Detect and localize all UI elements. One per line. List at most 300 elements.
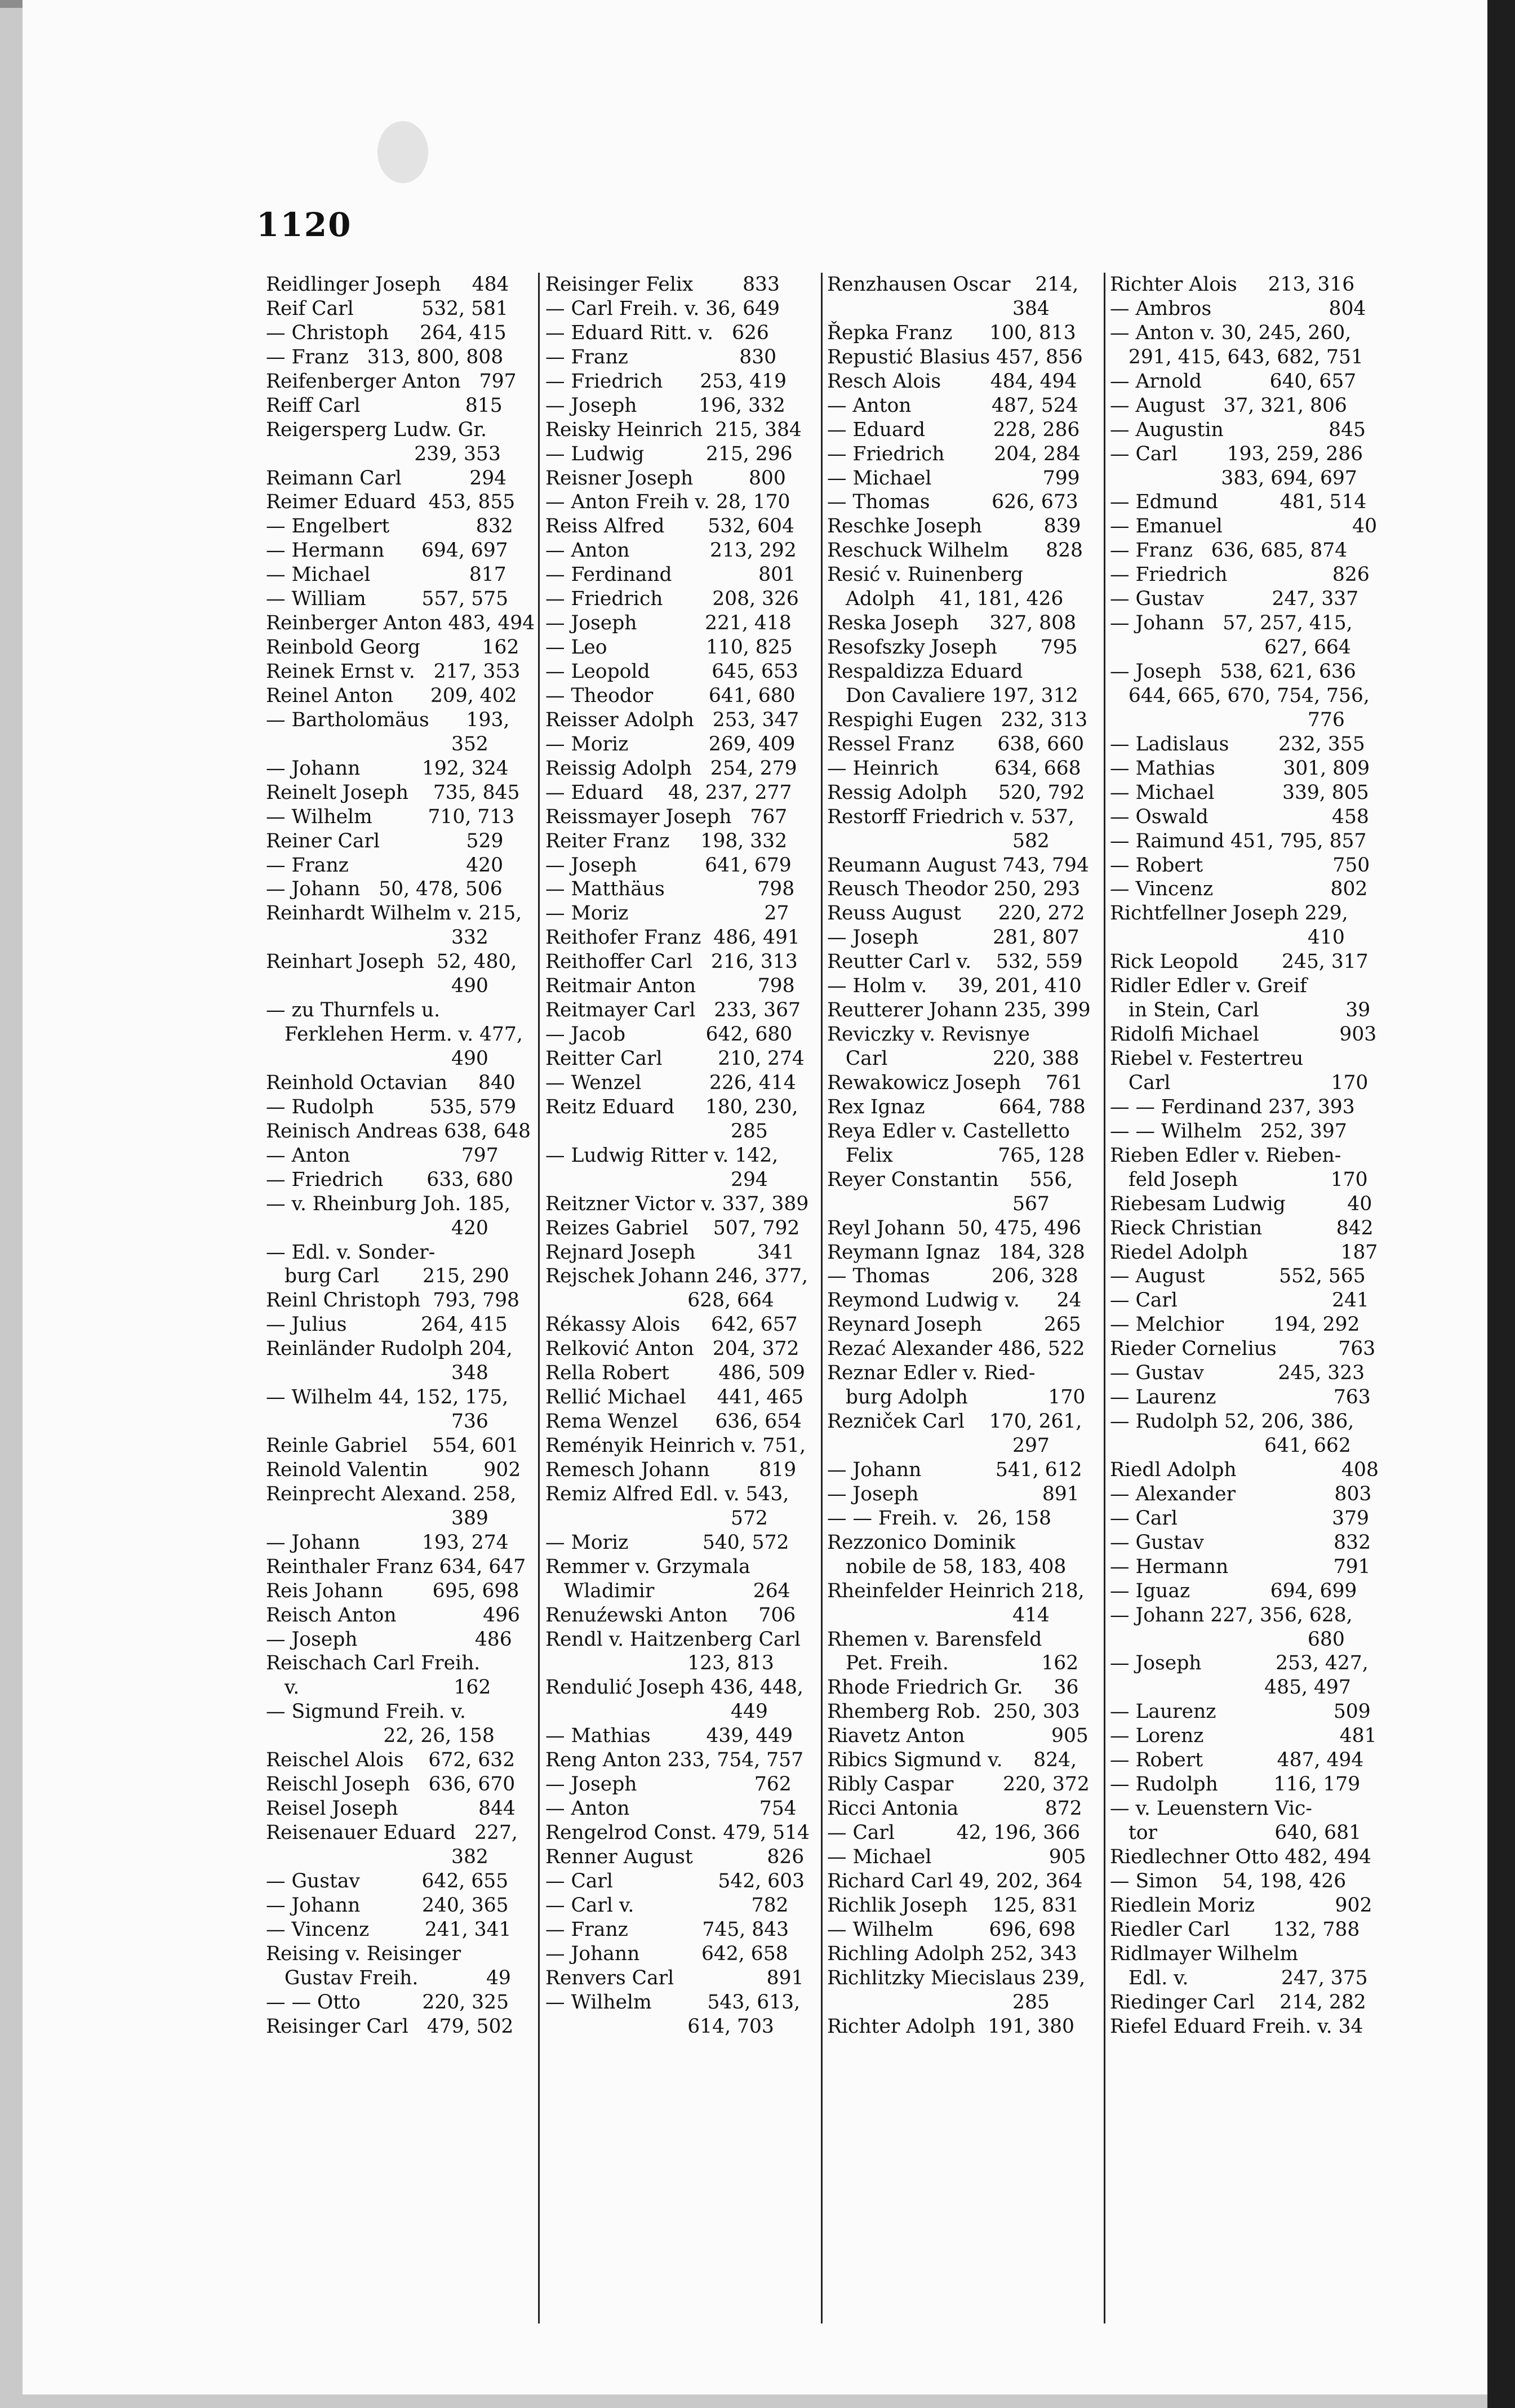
index-entry-line: — Oswald 458 bbox=[1110, 805, 1369, 828]
index-entry-line: Rejschek Johann 246, 377, bbox=[545, 1265, 808, 1288]
index-entry-line: 410 bbox=[1110, 926, 1345, 949]
index-entry-line: Rella Robert 486, 509 bbox=[545, 1362, 805, 1385]
index-entry-line: Resch Alois 484, 494 bbox=[827, 370, 1077, 393]
index-entry-line: Ferklehen Herm. v. 477, bbox=[266, 1023, 523, 1046]
index-entry-line: Renvers Carl 891 bbox=[545, 1966, 804, 1989]
index-entry-line: — Michael 905 bbox=[827, 1845, 1086, 1868]
index-entry-line: — Wenzel 226, 414 bbox=[545, 1071, 796, 1094]
index-entry-line: Reidlinger Joseph 484 bbox=[266, 273, 509, 296]
index-entry-line: Reyer Constantin 556, bbox=[827, 1168, 1073, 1191]
index-entry-line: — Joseph 762 bbox=[545, 1773, 792, 1796]
index-entry-line: Reising v. Reisinger bbox=[266, 1942, 461, 1965]
index-entry-line: Rendl v. Haitzenberg Carl bbox=[545, 1628, 801, 1651]
index-entry-line: Reifenberger Anton 797 bbox=[266, 370, 517, 393]
index-entry-line: — Carl 241 bbox=[1110, 1289, 1369, 1312]
index-entry-line: Reinelt Joseph 735, 845 bbox=[266, 781, 520, 804]
index-entry-line: — Anton 487, 524 bbox=[827, 394, 1078, 417]
index-entry-line: 384 bbox=[827, 297, 1050, 320]
index-entry-line: 680 bbox=[1110, 1628, 1345, 1651]
scan-right-edge bbox=[1487, 0, 1515, 2408]
index-entry-line: — Johann 541, 612 bbox=[827, 1458, 1082, 1481]
index-entry-line: — Franz 745, 843 bbox=[545, 1918, 789, 1941]
index-entry-line: Reinl Christoph 793, 798 bbox=[266, 1289, 519, 1312]
index-entry-line: — Engelbert 832 bbox=[266, 515, 513, 538]
index-entry-line: Rieben Edler v. Rieben- bbox=[1110, 1144, 1341, 1167]
index-entry-line: Richlik Joseph 125, 831 bbox=[827, 1894, 1079, 1917]
index-entry-line: — Rudolph 116, 179 bbox=[1110, 1773, 1361, 1796]
index-entry-line: — Gustav 245, 323 bbox=[1110, 1362, 1365, 1385]
index-entry-line: Renner August 826 bbox=[545, 1845, 805, 1868]
index-entry-line: Remmer v. Grzymala bbox=[545, 1555, 750, 1578]
index-entry-line: 239, 353 bbox=[266, 442, 501, 465]
index-entry-line: — Christoph 264, 415 bbox=[266, 321, 507, 344]
index-entry-line: Reinbold Georg 162 bbox=[266, 636, 519, 659]
index-entry-line: — Friedrich 253, 419 bbox=[545, 370, 787, 393]
index-entry-line: feld Joseph 170 bbox=[1110, 1168, 1368, 1191]
index-entry-line: — Carl Freih. v. 36, 649 bbox=[545, 297, 780, 320]
index-entry-line: Carl 170 bbox=[1110, 1071, 1369, 1094]
page-number: 1120 bbox=[256, 206, 352, 244]
index-entry-line: 614, 703 bbox=[545, 2015, 774, 2038]
index-entry-line: — Ferdinand 801 bbox=[545, 563, 796, 587]
index-entry-line: 22, 26, 158 bbox=[266, 1725, 495, 1748]
index-entry-line: — Joseph 196, 332 bbox=[545, 394, 785, 417]
index-entry-line: Riebel v. Festertreu bbox=[1110, 1047, 1304, 1070]
index-entry-line: — Franz 313, 800, 808 bbox=[266, 345, 504, 368]
index-entry-line: — Franz 420 bbox=[266, 854, 504, 877]
index-entry-line: Reymann Ignaz 184, 328 bbox=[827, 1241, 1085, 1264]
index-entry-line: — Carl 42, 196, 366 bbox=[827, 1821, 1081, 1844]
index-entry-line: Reischel Alois 672, 632 bbox=[266, 1749, 516, 1772]
index-entry-line: — Arnold 640, 657 bbox=[1110, 370, 1357, 393]
index-entry-line: Reschuck Wilhelm 828 bbox=[827, 539, 1083, 562]
index-entry-line: Rex Ignaz 664, 788 bbox=[827, 1095, 1086, 1118]
index-entry-line: Rezzonico Dominik bbox=[827, 1531, 1016, 1554]
index-entry-line: Rengelrod Const. 479, 514 bbox=[545, 1821, 810, 1844]
index-entry-line: — Leo 110, 825 bbox=[545, 636, 793, 659]
index-entry-line: — Joseph 486 bbox=[266, 1628, 512, 1651]
index-entry-line: — Alexander 803 bbox=[1110, 1482, 1372, 1505]
index-entry-line: Richlitzky Miecislaus 239, bbox=[827, 1966, 1086, 1989]
index-entry-line: — Wilhelm 710, 713 bbox=[266, 805, 515, 828]
index-entry-line: Richling Adolph 252, 343 bbox=[827, 1942, 1077, 1965]
index-entry-line: Reitmayer Carl 233, 367 bbox=[545, 999, 801, 1022]
index-entry-line: 123, 813 bbox=[545, 1652, 774, 1675]
index-entry-line: — Rudolph 535, 579 bbox=[266, 1095, 517, 1118]
index-entry-line: — Vincenz 241, 341 bbox=[266, 1918, 512, 1941]
index-entry-line: Richter Alois 213, 316 bbox=[1110, 273, 1355, 296]
index-entry-line: 382 bbox=[266, 1845, 488, 1868]
index-entry-line: Riavetz Anton 905 bbox=[827, 1725, 1089, 1748]
index-entry-line: Reutterer Johann 235, 399 bbox=[827, 999, 1091, 1022]
index-entry-line: Riebesam Ludwig 40 bbox=[1110, 1192, 1372, 1215]
index-entry-line: Riedl Adolph 408 bbox=[1110, 1458, 1379, 1481]
index-entry-line: Reisel Joseph 844 bbox=[266, 1797, 516, 1820]
index-entry-line: — v. Leuenstern Vic- bbox=[1110, 1797, 1312, 1820]
index-entry-line: — Gustav 642, 655 bbox=[266, 1869, 509, 1892]
index-entry-line: Carl 220, 388 bbox=[827, 1047, 1079, 1070]
index-entry-line: Reisky Heinrich 215, 384 bbox=[545, 418, 802, 441]
index-entry-line: — Ambros 804 bbox=[1110, 297, 1366, 320]
index-entry-line: — Joseph 891 bbox=[827, 1482, 1079, 1505]
index-entry-line: — Eduard 48, 237, 277 bbox=[545, 781, 792, 804]
index-entry-line: Ricci Antonia 872 bbox=[827, 1797, 1082, 1820]
index-entry-line: 285 bbox=[827, 1991, 1050, 2014]
index-entry-line: Gustav Freih. 49 bbox=[266, 1966, 511, 1989]
index-entry-line: — v. Rheinburg Joh. 185, bbox=[266, 1192, 511, 1215]
index-entry-line: — Joseph 538, 621, 636 bbox=[1110, 660, 1356, 683]
index-entry-line: Reissmayer Joseph 767 bbox=[545, 805, 788, 828]
index-entry-line: Reiner Carl 529 bbox=[266, 829, 504, 852]
index-entry-line: Rezać Alexander 486, 522 bbox=[827, 1338, 1085, 1361]
index-entry-line: Rieder Cornelius 763 bbox=[1110, 1338, 1376, 1361]
index-entry-line: — Edmund 481, 514 bbox=[1110, 491, 1367, 514]
index-entry-line: — Laurenz 763 bbox=[1110, 1386, 1371, 1409]
index-entry-line: Rékassy Alois 642, 657 bbox=[545, 1313, 798, 1336]
index-entry-line: — Eduard 228, 286 bbox=[827, 418, 1080, 441]
index-entry-line: — Thomas 626, 673 bbox=[827, 491, 1078, 514]
index-entry-line: — Michael 817 bbox=[266, 563, 507, 587]
index-column-3 bbox=[827, 273, 1095, 2323]
paper-stain bbox=[377, 121, 428, 183]
index-entry-line: Felix 765, 128 bbox=[827, 1144, 1085, 1167]
index-entry-line: Rheinfelder Heinrich 218, bbox=[827, 1579, 1085, 1602]
index-entry-line: Reymond Ludwig v. 24 bbox=[827, 1289, 1082, 1312]
index-entry-line: — Friedrich 633, 680 bbox=[266, 1168, 513, 1191]
index-entry-line: Riedinger Carl 214, 282 bbox=[1110, 1991, 1366, 2014]
index-entry-line: Edl. v. 247, 375 bbox=[1110, 1966, 1368, 1989]
index-entry-line: 490 bbox=[266, 1047, 488, 1070]
index-entry-line: Reviczky v. Revisnye bbox=[827, 1023, 1030, 1046]
index-entry-line: Reinel Anton 209, 402 bbox=[266, 684, 517, 707]
index-entry-line: Reschke Joseph 839 bbox=[827, 515, 1081, 538]
index-entry-line: Reinhart Joseph 52, 480, bbox=[266, 950, 517, 974]
index-entry-line: 291, 415, 643, 682, 751 bbox=[1110, 345, 1363, 368]
index-entry-line: Richard Carl 49, 202, 364 bbox=[827, 1869, 1083, 1892]
index-entry-line: — — Ferdinand 237, 393 bbox=[1110, 1095, 1355, 1118]
index-entry-line: — Wilhelm 696, 698 bbox=[827, 1918, 1076, 1941]
index-entry-line: Rezniček Carl 170, 261, bbox=[827, 1410, 1082, 1433]
index-entry-line: Reissig Adolph 254, 279 bbox=[545, 757, 797, 780]
index-entry-line: Reynard Joseph 265 bbox=[827, 1313, 1081, 1336]
index-entry-line: — Johann 193, 274 bbox=[266, 1531, 509, 1554]
index-entry-line: — Johann 240, 365 bbox=[266, 1894, 509, 1917]
index-entry-line: 297 bbox=[827, 1434, 1050, 1457]
index-entry-line: — Carl 379 bbox=[1110, 1507, 1369, 1530]
index-entry-line: — August 37, 321, 806 bbox=[1110, 394, 1347, 417]
index-entry-line: Reinisch Andreas 638, 648 bbox=[266, 1119, 531, 1143]
index-entry-line: Rendulić Joseph 436, 448, bbox=[545, 1676, 803, 1699]
index-entry-line: Reya Edler v. Castelletto bbox=[827, 1119, 1070, 1143]
index-entry-line: — Hermann 694, 697 bbox=[266, 539, 508, 562]
index-entry-line: Reisser Adolph 253, 347 bbox=[545, 708, 799, 731]
index-entry-line: — — Wilhelm 252, 397 bbox=[1110, 1119, 1347, 1143]
index-entry-line: Riedlein Moriz 902 bbox=[1110, 1894, 1372, 1917]
index-entry-line: 776 bbox=[1110, 708, 1345, 731]
index-entry-line: Relković Anton 204, 372 bbox=[545, 1338, 799, 1361]
index-entry-line: Reznar Edler v. Ried- bbox=[827, 1362, 1036, 1385]
index-entry-line: Reiss Alfred 532, 604 bbox=[545, 515, 794, 538]
index-entry-line: Reisch Anton 496 bbox=[266, 1603, 521, 1627]
index-column-2 bbox=[545, 273, 810, 2323]
index-entry-line: 294 bbox=[545, 1168, 768, 1191]
index-entry-line: Reimer Eduard 453, 855 bbox=[266, 491, 516, 514]
index-entry-line: Reischach Carl Freih. bbox=[266, 1652, 481, 1675]
index-entry-line: burg Adolph 170 bbox=[827, 1386, 1086, 1409]
index-entry-line: Ribics Sigmund v. 824, bbox=[827, 1749, 1077, 1772]
index-entry-line: — Simon 54, 198, 426 bbox=[1110, 1869, 1347, 1892]
index-entry-line: 332 bbox=[266, 926, 488, 949]
index-entry-line: 572 bbox=[545, 1507, 768, 1530]
index-entry-line: Reisner Joseph 800 bbox=[545, 467, 786, 490]
index-entry-line: 485, 497 bbox=[1110, 1676, 1351, 1699]
index-entry-line: in Stein, Carl 39 bbox=[1110, 999, 1371, 1022]
index-entry-line: — Johann 192, 324 bbox=[266, 757, 509, 780]
index-entry-line: Reng Anton 233, 754, 757 bbox=[545, 1749, 804, 1772]
index-entry-line: — Robert 487, 494 bbox=[1110, 1749, 1364, 1772]
index-entry-line: — Vincenz 802 bbox=[1110, 878, 1368, 901]
index-entry-line: — Matthäus 798 bbox=[545, 878, 795, 901]
index-entry-line: — Lorenz 481 bbox=[1110, 1725, 1377, 1748]
index-entry-line: 490 bbox=[266, 975, 488, 998]
index-entry-line: Reigersperg Ludw. Gr. bbox=[266, 418, 487, 441]
index-entry-line: Respighi Eugen 232, 313 bbox=[827, 708, 1088, 731]
index-entry-line: — Holm v. 39, 201, 410 bbox=[827, 975, 1082, 998]
index-entry-line: 420 bbox=[266, 1216, 488, 1239]
index-entry-line: — Joseph 253, 427, bbox=[1110, 1652, 1369, 1675]
index-entry-line: — Iguaz 694, 699 bbox=[1110, 1579, 1357, 1602]
index-entry-line: — Mathias 439, 449 bbox=[545, 1725, 793, 1748]
index-entry-line: — Michael 799 bbox=[827, 467, 1080, 490]
index-entry-line: 352 bbox=[266, 732, 488, 756]
index-entry-line: — Raimund 451, 795, 857 bbox=[1110, 829, 1367, 852]
index-entry-line: — Joseph 641, 679 bbox=[545, 854, 792, 877]
index-entry-line: Riedel Adolph 187 bbox=[1110, 1241, 1378, 1264]
index-entry-line: — Gustav 247, 337 bbox=[1110, 588, 1359, 611]
index-entry-line: — Johann 57, 257, 415, bbox=[1110, 612, 1353, 635]
index-entry-line: Reinthaler Franz 634, 647 bbox=[266, 1555, 526, 1578]
index-entry-line: Reisinger Carl 479, 502 bbox=[266, 2015, 514, 2038]
index-column-4 bbox=[1110, 273, 1378, 2323]
index-entry-line: 449 bbox=[545, 1700, 768, 1723]
index-entry-line: 582 bbox=[827, 829, 1050, 852]
index-entry-line: Ridler Edler v. Greif bbox=[1110, 975, 1307, 998]
index-entry-line: — Hermann 791 bbox=[1110, 1555, 1371, 1578]
index-entry-line: — Michael 339, 805 bbox=[1110, 781, 1369, 804]
index-entry-line: Ridolfi Michael 903 bbox=[1110, 1023, 1377, 1046]
index-entry-line: — Thomas 206, 328 bbox=[827, 1265, 1078, 1288]
index-entry-line: Reinek Ernst v. 217, 353 bbox=[266, 660, 521, 683]
index-entry-line: Reithoffer Carl 216, 313 bbox=[545, 950, 798, 974]
index-entry-line: Reyl Johann 50, 475, 496 bbox=[827, 1216, 1082, 1239]
index-entry-line: 285 bbox=[545, 1119, 768, 1143]
index-entry-line: — Anton Freih v. 28, 170 bbox=[545, 491, 790, 514]
column-rule bbox=[821, 273, 823, 2323]
index-entry-line: — Carl 542, 603 bbox=[545, 1869, 805, 1892]
index-entry-line: — Anton 797 bbox=[266, 1144, 499, 1167]
index-entry-line: tor 640, 681 bbox=[1110, 1821, 1362, 1844]
index-entry-line: — Bartholomäus 193, bbox=[266, 708, 510, 731]
index-entry-line: Remesch Johann 819 bbox=[545, 1458, 797, 1481]
index-entry-line: Riedler Carl 132, 788 bbox=[1110, 1918, 1360, 1941]
index-entry-line: Reumann August 743, 794 bbox=[827, 854, 1089, 877]
index-entry-line: Reis Johann 695, 698 bbox=[266, 1579, 519, 1602]
index-entry-line: Ridlmayer Wilhelm bbox=[1110, 1942, 1299, 1965]
index-entry-line: Reiff Carl 815 bbox=[266, 394, 503, 417]
index-entry-line: — Leopold 645, 653 bbox=[545, 660, 798, 683]
index-entry-line: — Heinrich 634, 668 bbox=[827, 757, 1081, 780]
index-entry-line: Reif Carl 532, 581 bbox=[266, 297, 508, 320]
index-entry-line: Reinprecht Alexand. 258, bbox=[266, 1482, 517, 1505]
index-entry-line: — Augustin 845 bbox=[1110, 418, 1366, 441]
index-entry-line: — Ludwig Ritter v. 142, bbox=[545, 1144, 779, 1167]
index-entry-line: Riedlechner Otto 482, 494 bbox=[1110, 1845, 1371, 1868]
index-entry-line: — Wilhelm 543, 613, bbox=[545, 1991, 801, 2014]
index-entry-line: — Johann 642, 658 bbox=[545, 1942, 788, 1965]
index-entry-line: Reinold Valentin 902 bbox=[266, 1458, 521, 1481]
index-entry-line: Reimann Carl 294 bbox=[266, 467, 507, 490]
index-entry-line: Wladimir 264 bbox=[545, 1579, 790, 1602]
index-entry-line: — Carl 193, 259, 286 bbox=[1110, 442, 1363, 465]
index-entry-line: — Eduard Ritt. v. 626 bbox=[545, 321, 769, 344]
index-entry-line: — Theodor 641, 680 bbox=[545, 684, 796, 707]
index-entry-line: Reutter Carl v. 532, 559 bbox=[827, 950, 1083, 974]
index-entry-line: Rhemberg Rob. 250, 303 bbox=[827, 1700, 1080, 1723]
index-entry-line: — Edl. v. Sonder- bbox=[266, 1241, 436, 1264]
index-entry-line: Reményik Heinrich v. 751, bbox=[545, 1434, 806, 1457]
index-entry-line: — Melchior 194, 292 bbox=[1110, 1313, 1360, 1336]
index-entry-line: Reinle Gabriel 554, 601 bbox=[266, 1434, 519, 1457]
index-entry-line: Reizes Gabriel 507, 792 bbox=[545, 1216, 800, 1239]
index-entry-line: Reisenauer Eduard 227, bbox=[266, 1821, 518, 1844]
index-entry-line: — William 557, 575 bbox=[266, 588, 509, 611]
index-entry-line: — Wilhelm 44, 152, 175, bbox=[266, 1386, 509, 1409]
index-entry-line: Rellić Michael 441, 465 bbox=[545, 1386, 804, 1409]
index-entry-line: Don Cavaliere 197, 312 bbox=[827, 684, 1078, 707]
index-entry-line: — Rudolph 52, 206, 386, bbox=[1110, 1410, 1354, 1433]
index-entry-line: — Moriz 27 bbox=[545, 902, 789, 925]
index-entry-line: Reiter Franz 198, 332 bbox=[545, 829, 788, 852]
index-entry-line: 567 bbox=[827, 1192, 1050, 1215]
column-rule bbox=[1104, 273, 1105, 2323]
index-entry-line: Renzhausen Oscar 214, bbox=[827, 273, 1079, 296]
index-entry-line: 736 bbox=[266, 1410, 488, 1433]
index-entry-line: 627, 664 bbox=[1110, 636, 1351, 659]
index-entry-line: — Anton 213, 292 bbox=[545, 539, 797, 562]
index-entry-line: — zu Thurnfels u. bbox=[266, 999, 441, 1022]
index-entry-line: Richtfellner Joseph 229, bbox=[1110, 902, 1348, 925]
index-entry-line: Rhemen v. Barensfeld bbox=[827, 1628, 1042, 1651]
index-entry-line: Reitter Carl 210, 274 bbox=[545, 1047, 805, 1070]
index-entry-line: burg Carl 215, 290 bbox=[266, 1265, 509, 1288]
index-entry-line: Reinhold Octavian 840 bbox=[266, 1071, 516, 1094]
index-entry-line: 644, 665, 670, 754, 756, bbox=[1110, 684, 1370, 707]
index-entry-line: Resofszky Joseph 795 bbox=[827, 636, 1078, 659]
index-entry-line: — Joseph 281, 807 bbox=[827, 926, 1079, 949]
index-entry-line: — — Freih. v. 26, 158 bbox=[827, 1507, 1051, 1530]
index-entry-line: Rema Wenzel 636, 654 bbox=[545, 1410, 802, 1433]
index-entry-line: — — Otto 220, 325 bbox=[266, 1991, 509, 2014]
index-entry-line: 641, 662 bbox=[1110, 1434, 1351, 1457]
index-entry-line: Richter Adolph 191, 380 bbox=[827, 2015, 1074, 2038]
index-entry-line: — Julius 264, 415 bbox=[266, 1313, 508, 1336]
index-entry-line: — Moriz 540, 572 bbox=[545, 1531, 789, 1554]
index-entry-line: Remiz Alfred Edl. v. 543, bbox=[545, 1482, 789, 1505]
index-entry-line: Reitz Eduard 180, 230, bbox=[545, 1095, 798, 1118]
index-entry-line: Rejnard Joseph 341 bbox=[545, 1241, 794, 1264]
index-entry-line: v. 162 bbox=[266, 1676, 491, 1699]
index-entry-line: Rick Leopold 245, 317 bbox=[1110, 950, 1369, 974]
index-entry-line: Reitmair Anton 798 bbox=[545, 975, 795, 998]
index-entry-line: 348 bbox=[266, 1362, 488, 1385]
index-entry-line: — Mathias 301, 809 bbox=[1110, 757, 1370, 780]
index-entry-line: Rhode Friedrich Gr. 36 bbox=[827, 1676, 1079, 1699]
index-entry-line: Ressig Adolph 520, 792 bbox=[827, 781, 1085, 804]
index-entry-line: — Friedrich 208, 326 bbox=[545, 588, 799, 611]
index-entry-line: — Gustav 832 bbox=[1110, 1531, 1371, 1554]
index-entry-line: Repustić Blasius 457, 856 bbox=[827, 345, 1083, 368]
index-entry-line: Rieck Christian 842 bbox=[1110, 1216, 1374, 1239]
index-entry-line: Renuźewski Anton 706 bbox=[545, 1603, 796, 1627]
index-entry-line: Riefel Eduard Freih. v. 34 bbox=[1110, 2015, 1363, 2038]
index-entry-line: Restorff Friedrich v. 537, bbox=[827, 805, 1074, 828]
index-entry-line: — Laurenz 509 bbox=[1110, 1700, 1371, 1723]
index-entry-line: 414 bbox=[827, 1603, 1050, 1627]
index-entry-line: — Anton v. 30, 245, 260, bbox=[1110, 321, 1352, 344]
index-entry-line: — Sigmund Freih. v. bbox=[266, 1700, 466, 1723]
index-entry-line: — Johann 50, 478, 506 bbox=[266, 878, 503, 901]
index-entry-line: Reinhardt Wilhelm v. 215, bbox=[266, 902, 522, 925]
index-entry-line: 628, 664 bbox=[545, 1289, 774, 1312]
index-entry-line: Ressel Franz 638, 660 bbox=[827, 732, 1085, 756]
index-entry-line: — Friedrich 826 bbox=[1110, 563, 1370, 587]
index-entry-line: — August 552, 565 bbox=[1110, 1265, 1366, 1288]
index-entry-line: — Friedrich 204, 284 bbox=[827, 442, 1081, 465]
index-entry-line: — Joseph 221, 418 bbox=[545, 612, 792, 635]
index-entry-line: — Robert 750 bbox=[1110, 854, 1370, 877]
index-entry-line: Reusch Theodor 250, 293 bbox=[827, 878, 1081, 901]
index-entry-line: — Ladislaus 232, 355 bbox=[1110, 732, 1365, 756]
index-entry-line: Reinländer Rudolph 204, bbox=[266, 1338, 513, 1361]
index-entry-line: Reitzner Victor v. 337, 389 bbox=[545, 1192, 809, 1215]
index-entry-line: Reischl Joseph 636, 670 bbox=[266, 1773, 516, 1796]
index-entry-line: 389 bbox=[266, 1507, 488, 1530]
index-entry-line: Reithofer Franz 486, 491 bbox=[545, 926, 800, 949]
index-entry-line: Reisinger Felix 833 bbox=[545, 273, 780, 296]
index-entry-line: — Jacob 642, 680 bbox=[545, 1023, 793, 1046]
index-entry-line: Reska Joseph 327, 808 bbox=[827, 612, 1077, 635]
index-entry-line: — Emanuel 40 bbox=[1110, 515, 1378, 538]
index-entry-line: Respaldizza Eduard bbox=[827, 660, 1023, 683]
index-column-1 bbox=[266, 273, 535, 2323]
index-entry-line: nobile de 58, 183, 408 bbox=[827, 1555, 1067, 1578]
index-entry-line: — Carl v. 782 bbox=[545, 1894, 789, 1917]
column-rule bbox=[538, 273, 540, 2323]
index-entry-line: Rewakowicz Joseph 761 bbox=[827, 1071, 1083, 1094]
index-entry-line: Pet. Freih. 162 bbox=[827, 1652, 1079, 1675]
index-entry-line: — Ludwig 215, 296 bbox=[545, 442, 793, 465]
index-entry-line: — Anton 754 bbox=[545, 1797, 797, 1820]
index-entry-line: Ribly Caspar 220, 372 bbox=[827, 1773, 1090, 1796]
index-entry-line: Řepka Franz 100, 813 bbox=[827, 321, 1076, 344]
index-entry-line: 383, 694, 697 bbox=[1110, 467, 1357, 490]
index-entry-line: — Moriz 269, 409 bbox=[545, 732, 796, 756]
index-entry-line: — Franz 830 bbox=[545, 345, 777, 368]
index-entry-line: Reuss August 220, 272 bbox=[827, 902, 1085, 925]
index-entry-line: Adolph 41, 181, 426 bbox=[827, 588, 1064, 611]
index-entry-line: — Franz 636, 685, 874 bbox=[1110, 539, 1348, 562]
index-entry-line: Reinberger Anton 483, 494 bbox=[266, 612, 535, 635]
